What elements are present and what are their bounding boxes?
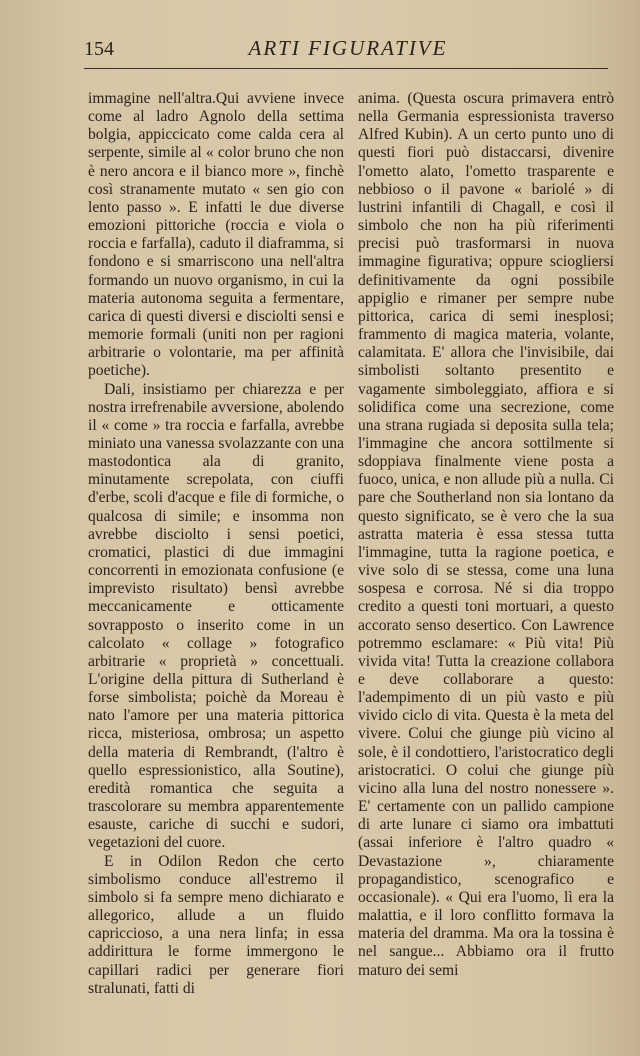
running-title: ARTI FIGURATIVE	[248, 36, 448, 60]
text-columns	[88, 90, 614, 997]
left-column	[88, 90, 344, 998]
left-paragraph-3: E in Odilon Redon che certo simbolismo conduce all'estremo il simbolo si fa sempre meno dichiarato e allegorico, allude a un fluido capriccioso, a una nera linfa; in essa addirittura le forme immergono le capillari radici per generare fiori stralunati, fatti di	[88, 852, 344, 997]
left-paragraph-1: immagine nell'altra.Qui avviene invece come al ladro Agnolo della settima bolgia, appiccicato come calda cera al serpente, simile al « color bruno che non è nero ancora e il bianco more », finchè così stranamente mutato « sen gio con lento passo ». E infatti le due diverse emozioni pittoriche (roccia e viola o roccia e farfalla), caduto il diaframma, si fondono e si smarriscono una nell'altra formando un nuovo organismo, in cui la materia autonoma seguita a fermentare, carica di questi diversi e disciolti sensi e memorie formali (uniti non per ragioni arbitrarie o volontarie, ma per affinità poetiche).	[88, 90, 344, 380]
left-paragraph-2: Dali, insistiamo per chiarezza e per nostra irrefrenabile avversione, abolendo il « come » tra roccia e farfalla, avrebbe miniato una vanessa svolazzante con una mastodontica ala di granito, minutamente screpolata, con ciuffi d'erbe, scoli d'acque e file di formiche, o qualcosa di simile; e insomma non avrebbe disciolto i sensi poetici, cromatici, plastici di due immagini concorrenti in emozionata confusione (e imprevisto risultato) bensì avrebbe meccanicamente e otticamente sovrapposto o inserito come in un calcolato « collage » fotografico arbitrarie « proprietà » concettuali. L'origine della pittura di Sutherland è forse simbolista; poichè da Moreau è nato l'amore per una materia pittorica ricca, misteriosa, ombrosa; un aspetto della materia di Rembrandt, (l'altro è quello espressionistico, alla Soutine), eredità romantica che seguita a trascolorare su membra apparentemente esauste, cariche di succhi e sudori, vegetazioni del cuore.	[88, 380, 344, 852]
page-header	[84, 36, 612, 64]
page-number: 154	[84, 38, 114, 60]
right-column	[358, 90, 614, 980]
header-rule	[84, 68, 608, 69]
right-paragraph-1: anima. (Questa oscura primavera entrò nella Germania espressionista traverso Alfred Kubin). A un certo punto uno di questi fiori può distaccarsi, divenire l'ometto alato, l'ometto trasparente e nebbioso o il pavone « bariolé » di lustrini infantili di Chagall, e così il simbolo che non ha più riferimenti precisi può trasformarsi in nuova immagine figurativa; oppure sciogliersi definitivamente da ogni possibile appiglio e rimaner per sempre nube pittorica, carica di semi inesplosi; frammento di magica materia, volante, calamitata. E' allora che l'invisibile, dai simbolisti soltanto presentito e vagamente simboleggiato, affiora e si solidifica come una secrezione, come una strana rugiada si deposita sulla tela; l'immagine che ancora sottilmente si sdoppiava finalmente viene posta a fuoco, unica, e non allude più a nulla. Ci pare che Southerland non sia lontano da questo significato, se è vero che la sua astratta materia è essa stessa tutta l'immagine, tutta la ragione poetica, e vive solo di se stessa, come una luna sospesa e corrosa. Né si dia troppo credito a questi toni mortuari, a questo accorato senso desertico. Con Lawrence potremmo esclamare: « Più vita! Più vivida vita! Tutta la creazione collabora e deve collaborare a questo: l'adempimento di un più vasto e più vivido ciclo di vita. Questa è la meta del vivere. Colui che giunge più vicino al sole, è il condottiero, l'aristocratico degli aristocratici. O colui che giunge più vicino alla luna del nostro nonessere ». E' certamente con un pallido campione di arte lunare ci siamo ora imbattuti (assai inferiore è l'altro quadro « Devastazione », chiaramente propagandistico, scenografico e occasionale). « Qui era l'uomo, lì era la malattia, e il loro conflitto formava la materia del dramma. Ma ora la tossina è nel sangue... Abbiamo ora il frutto maturo dei semi	[358, 90, 614, 979]
